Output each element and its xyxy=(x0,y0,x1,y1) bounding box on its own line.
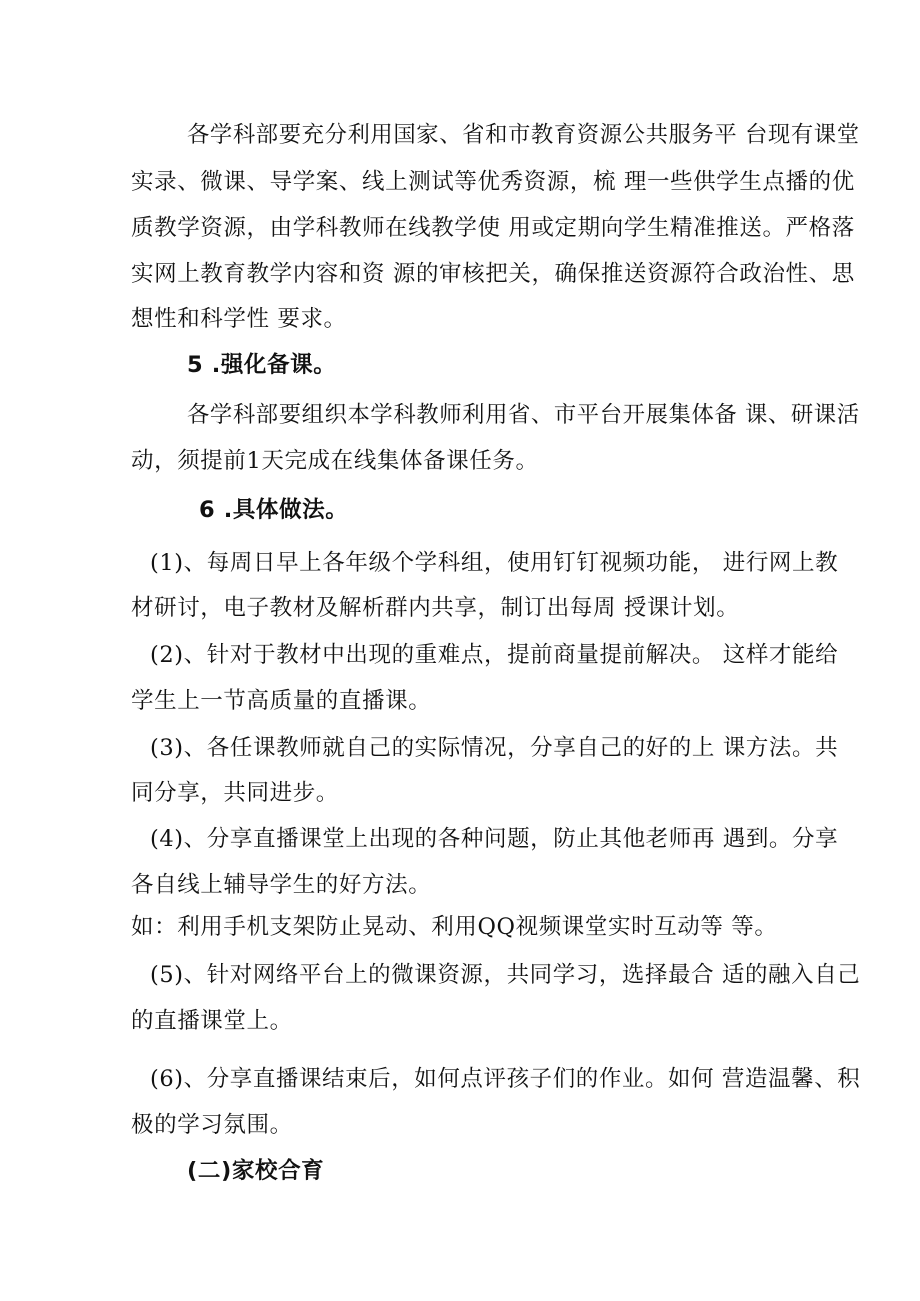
list-item-line: 同分享，共同进步。 xyxy=(131,780,339,806)
list-item-line: (3)、各任课教师就自己的实际情况，分享自己的好的上 课方法。共 xyxy=(150,735,839,761)
list-item-line: (2)、针对于教材中出现的重难点，提前商量提前解决。 这样才能给 xyxy=(150,642,839,668)
section-heading: (二)家校合育 xyxy=(187,1158,325,1184)
paragraph-line: 动，须提前1天完成在线集体备课任务。 xyxy=(131,448,539,474)
paragraph-line: 各学科部要组织本学科教师利用省、市平台开展集体备 课、研课活 xyxy=(187,402,860,428)
paragraph-line: 各学科部要充分利用国家、省和市教育资源公共服务平 台现有课堂 xyxy=(187,122,860,148)
list-item-line: (4)、分享直播课堂上出现的各种问题，防止其他老师再 遇到。分享 xyxy=(150,826,839,852)
list-item-line: (6)、分享直播课结束后，如何点评孩子们的作业。如何 营造温馨、积 xyxy=(150,1066,861,1092)
list-item-line: 学生上一节高质量的直播课。 xyxy=(131,688,432,714)
section-heading: 6 .具体做法。 xyxy=(199,497,349,523)
list-item-line: 如：利用手机支架防止晃动、利用QQ视频课堂实时互动等 等。 xyxy=(131,914,778,940)
paragraph-line: 质教学资源，由学科教师在线教学使 用或定期向学生精准推送。严格落 xyxy=(131,215,855,241)
paragraph-line: 实网上教育教学内容和资 源的审核把关，确保推送资源符合政治性、思 xyxy=(131,261,855,287)
list-item-line: 极的学习氛围。 xyxy=(131,1112,293,1138)
list-item-line: 各自线上辅导学生的好方法。 xyxy=(131,872,432,898)
list-item-line: (5)、针对网络平台上的微课资源，共同学习，选择最合 适的融入自己 xyxy=(150,962,861,988)
paragraph-line: 想性和科学性 要求。 xyxy=(131,306,347,332)
list-item-line: (1)、每周日早上各年级个学科组，使用钉钉视频功能， 进行网上教 xyxy=(150,550,839,576)
list-item-line: 材研讨，电子教材及解析群内共享，制订出每周 授课计划。 xyxy=(131,595,740,621)
paragraph-line: 实录、微课、导学案、线上测试等优秀资源，梳 理一些供学生点播的优 xyxy=(131,169,855,195)
section-heading: 5 .强化备课。 xyxy=(187,352,337,378)
list-item-line: 的直播课堂上。 xyxy=(131,1008,293,1034)
